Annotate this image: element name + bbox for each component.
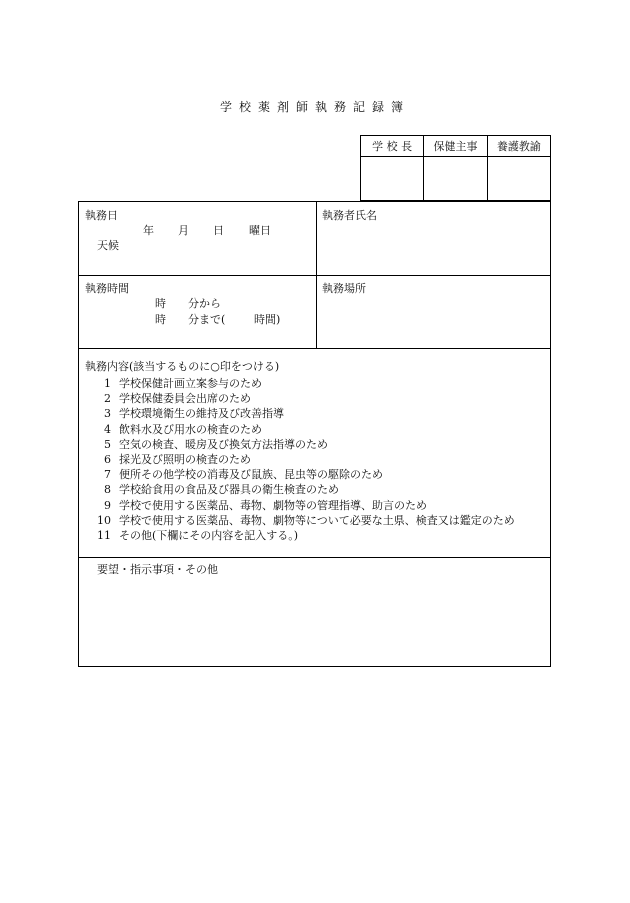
list-item[interactable]: 10 学校で使用する医薬品、毒物、劇物等について必要な土県、検査又は鑑定のため (97, 513, 515, 527)
end-minute-label: 分まで( (188, 313, 226, 326)
day-label: 日 (213, 224, 224, 237)
list-item[interactable]: 4 飲料水及び用水の検査のため (104, 422, 262, 436)
list-item[interactable]: 2 学校保健委員会出席のため (104, 392, 251, 406)
weather-label: 天候 (97, 239, 119, 252)
list-item[interactable]: 3 学校環境衛生の維持及び改善指導 (104, 407, 284, 421)
record-form (78, 201, 551, 667)
year-label: 年 (143, 224, 154, 237)
end-hour-label: 時 (155, 313, 166, 326)
divider (316, 202, 317, 348)
list-item[interactable]: 6 採光及び照明の検査のため (104, 453, 251, 467)
staff-name-label: 執務者氏名 (322, 209, 377, 222)
work-content-label: 執務内容(該当するものに○印をつける) (85, 360, 280, 373)
divider (79, 557, 550, 558)
approval-stamp-school-nurse[interactable] (487, 157, 550, 201)
work-place-label: 執務場所 (322, 282, 366, 295)
month-label: 月 (178, 224, 189, 237)
list-item[interactable]: 5 空気の検査、暖房及び換気方法指導のため (104, 437, 328, 451)
list-item[interactable]: 9 学校で使用する医薬品、毒物、劇物等の管理指導、助言のため (104, 498, 427, 512)
date-label: 執務日 (85, 209, 118, 222)
start-minute-label: 分から (188, 297, 221, 310)
work-time-label: 執務時間 (85, 282, 129, 295)
list-item[interactable]: 1 学校保健計画立案参与のため (104, 377, 262, 390)
page-title: 学校薬剤師執務記録簿 (219, 100, 410, 114)
divider (79, 275, 550, 276)
approval-stamp-health-director[interactable] (424, 157, 487, 201)
divider (79, 348, 550, 349)
approval-header-school-nurse: 養護教諭 (487, 136, 550, 157)
remarks-area[interactable] (81, 580, 548, 664)
weekday-label: 曜日 (249, 224, 271, 237)
list-item[interactable]: 11 その他(下欄にその内容を記入する。) (97, 529, 299, 543)
list-item[interactable]: 7 便所その他学校の消毒及び鼠族、昆虫等の駆除のため (104, 468, 383, 482)
approval-header-principal: 学 校 長 (361, 136, 424, 157)
start-hour-label: 時 (155, 297, 166, 310)
list-item[interactable]: 8 学校給食用の食品及び器具の衛生検査のため (104, 483, 339, 497)
approval-stamp-principal[interactable] (361, 157, 424, 201)
remarks-label: 要望・指示事項・その他 (97, 563, 218, 576)
work-content-list (85, 376, 515, 543)
total-hours-label: 時間) (254, 313, 281, 326)
approval-header-health-director: 保健主事 (424, 136, 487, 157)
approval-stamp-table (360, 135, 551, 201)
